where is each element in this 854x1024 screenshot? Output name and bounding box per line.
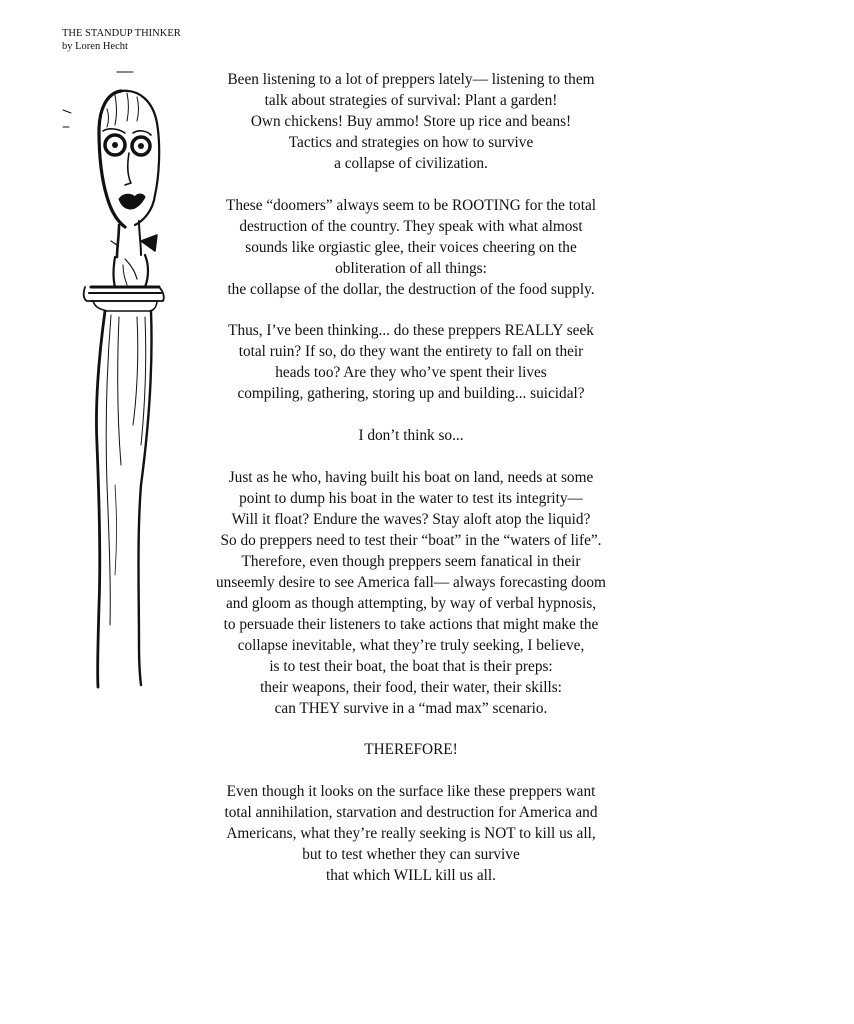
- text-line: These “doomers” always seem to be ROOTING for the total: [226, 196, 596, 214]
- paragraph: [196, 782, 626, 887]
- text-line: point to dump his boat in the water to test its integrity—: [239, 490, 583, 507]
- text-line: their weapons, their food, their water, their skills:: [260, 678, 562, 696]
- text-line: Thus, I’ve been thinking... do these preppers REALLY seek: [228, 322, 594, 340]
- text-line: THEREFORE!: [364, 741, 458, 759]
- text-line: compiling, gathering, storing up and building... suicidal?: [237, 385, 585, 403]
- paragraph: [196, 426, 626, 447]
- column-title: THE STANDUP THINKER: [62, 28, 181, 39]
- paragraph: [196, 70, 626, 175]
- text-line: Will it float? Endure the waves? Stay aloft atop the liquid?: [231, 510, 591, 528]
- text-line: Been listening to a lot of preppers lately— listening to them: [227, 71, 595, 88]
- text-line: to persuade their listeners to take actions that might make the: [223, 615, 599, 633]
- text-line: Tactics and strategies on how to survive: [288, 133, 534, 151]
- paragraph: [196, 468, 626, 719]
- text-line: So do preppers need to test their “boat” in the “waters of life”.: [220, 531, 602, 549]
- text-line: collapse inevitable, what they’re truly seeking, I believe,: [237, 636, 585, 654]
- text-line: can THEY survive in a “mad max” scenario.: [274, 699, 548, 717]
- pen-ink-figure-on-column-drawing: [55, 65, 175, 690]
- text-line: is to test their boat, the boat that is their preps:: [269, 657, 553, 675]
- text-line: that which WILL kill us all.: [326, 867, 496, 885]
- text-line: I don’t think so...: [358, 427, 464, 445]
- text-line: but to test whether they can survive: [302, 846, 520, 864]
- paragraph: [196, 196, 626, 301]
- paragraph: [196, 321, 626, 405]
- text-line: and gloom as though attempting, by way of verbal hypnosis,: [225, 594, 597, 612]
- text-line: the collapse of the dollar, the destruction of the food supply.: [227, 280, 595, 298]
- text-line: sounds like orgiastic glee, their voices cheering on the: [245, 238, 577, 256]
- text-line: heads too? Are they who’ve spent their lives: [275, 364, 547, 382]
- byline: by Loren Hecht: [62, 40, 128, 52]
- text-line: Just as he who, having built his boat on land, needs at some: [228, 469, 594, 487]
- text-line: Americans, what they’re really seeking is NOT to kill us all,: [226, 825, 596, 843]
- text-line: unseemly desire to see America fall— always forecasting doom: [216, 573, 606, 591]
- text-line: a collapse of civilization.: [334, 154, 488, 172]
- text-line: talk about strategies of survival: Plant a garden!: [264, 91, 558, 109]
- text-line: destruction of the country. They speak with what almost: [239, 217, 583, 235]
- column-header: [62, 28, 181, 53]
- text-line: obliteration of all things:: [335, 259, 487, 277]
- text-line: Therefore, even though preppers seem fanatical in their: [241, 552, 581, 570]
- text-line: total annihilation, starvation and destruction for America and: [224, 804, 598, 822]
- text-line: Own chickens! Buy ammo! Store up rice and beans!: [250, 112, 572, 130]
- text-line: Even though it looks on the surface like these preppers want: [226, 783, 596, 801]
- paragraph: [196, 740, 626, 761]
- essay-body: [196, 70, 626, 908]
- text-line: total ruin? If so, do they want the entirety to fall on their: [238, 343, 584, 361]
